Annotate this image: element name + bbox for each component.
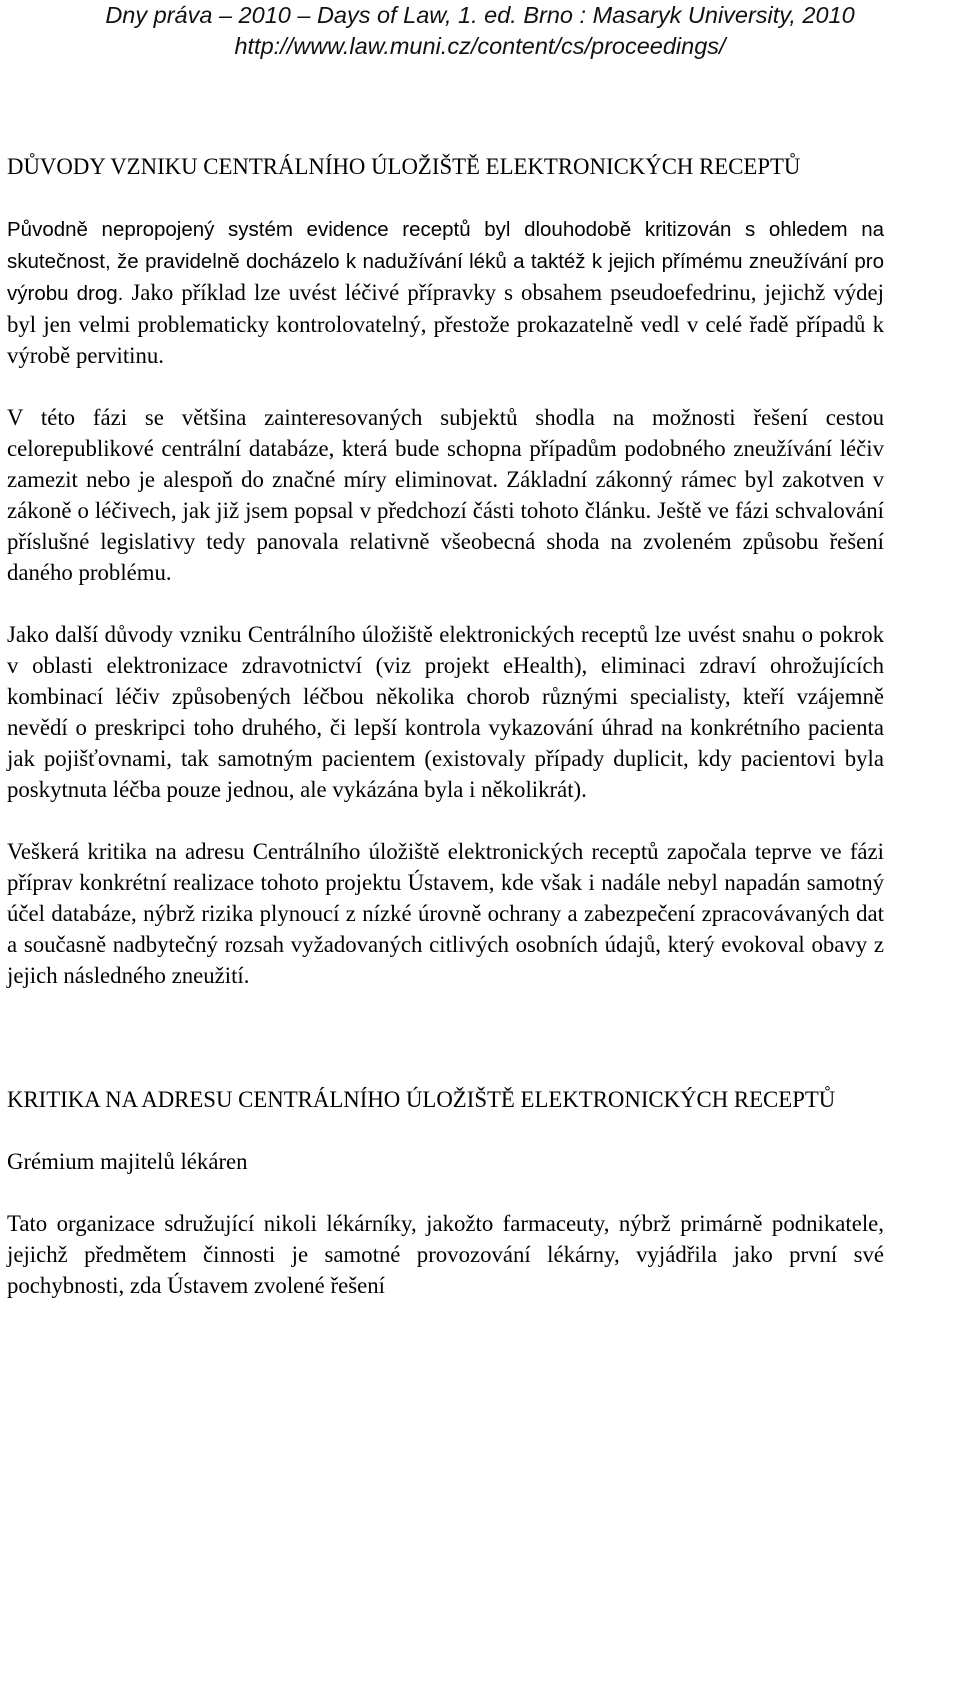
paragraph-serif-part: Jako příklad lze uvést léčivé přípravky s obsahem pseudoefedrinu, jejichž výdej byl jen velmi problematicky kontrolovatelný, přestože prokazatelně vedl v celé řadě případů k výrobě pervitinu. — [7, 280, 884, 368]
paragraph-original-system — [7, 213, 884, 371]
paragraph-criticism-intro: Veškerá kritika na adresu Centrálního úložiště elektronických receptů započala teprve ve fázi příprav konkrétní realizace tohoto projektu Ústavem, kde však i nadále nebyl napadán samotný účel databáze, nýbrž rizika plynoucí z nízké úrovně ochrany a zabezpečení zpracovávaných dat a současně nadbytečný rozsah vyžadovaných citlivých osobních údajů, který evokoval obavy z jejich následného zneužití. — [7, 839, 884, 988]
section-heading-reasons: DŮVODY VZNIKU CENTRÁLNÍHO ÚLOŽIŠTĚ ELEKTRONICKÝCH RECEPTŮ — [7, 154, 801, 179]
subsection-heading-gremium: Grémium majitelů lékáren — [7, 1149, 248, 1174]
paragraph-gremium: Tato organizace sdružující nikoli lékárníky, jakožto farmaceuty, nýbrž primárně podnikatele, jejichž předmětem činnosti je samotné provozování lékárny, vyjádřila jako první své pochybnosti, zda Ústavem zvolené řešení — [7, 1211, 884, 1298]
page-header — [0, 0, 960, 62]
header-citation: Dny práva – 2010 – Days of Law, 1. ed. Brno : Masaryk University, 2010 — [105, 2, 855, 28]
paragraph-central-database: V této fázi se většina zainteresovaných subjektů shodla na možnosti řešení cestou celorepublikové centrální databáze, která bude schopna případům podobného zneužívání léčiv zamezit nebo je alespoň do značné míry eliminovat. Základní zákonný rámec byl zakotven v zákoně o léčivech, jak již jsem popsal v předchozí části tohoto článku. Ještě ve fázi schvalování příslušné legislativy tedy panovala relativně všeobecná shoda na zvoleném způsobu řešení daného problému. — [7, 405, 884, 585]
paragraph-other-reasons: Jako další důvody vzniku Centrálního úložiště elektronických receptů lze uvést snahu o pokrok v oblasti elektronizace zdravotnictví (viz projekt eHealth), eliminaci zdraví ohrožujících kombinací léčiv způsobených léčbou několika chorob různými specialisty, kteří vzájemně nevědí o preskripci toho druhého, či lepší kontrola vykazování úhrad na konkrétního pacienta jak pojišťovnami, tak samotným pacientem (existovaly případy duplicit, kdy pacientovi byla poskytnuta léčba pouze jednou, ale vykázána byla i několikrát). — [7, 622, 884, 802]
paragraph-sans-part: Původně nepropojený systém evidence receptů byl dlouhodobě kritizován s ohledem na skutečnost, že pravidelně docházelo k nadužívání léků a taktéž k jejich přímému zneužívání pro výrobu drog. — [7, 218, 884, 305]
header-url[interactable]: http://www.law.muni.cz/content/cs/proceedings/ — [234, 33, 726, 59]
document-body — [7, 151, 884, 1301]
section-heading-criticism: KRITIKA NA ADRESU CENTRÁLNÍHO ÚLOŽIŠTĚ ELEKTRONICKÝCH RECEPTŮ — [7, 1087, 836, 1112]
